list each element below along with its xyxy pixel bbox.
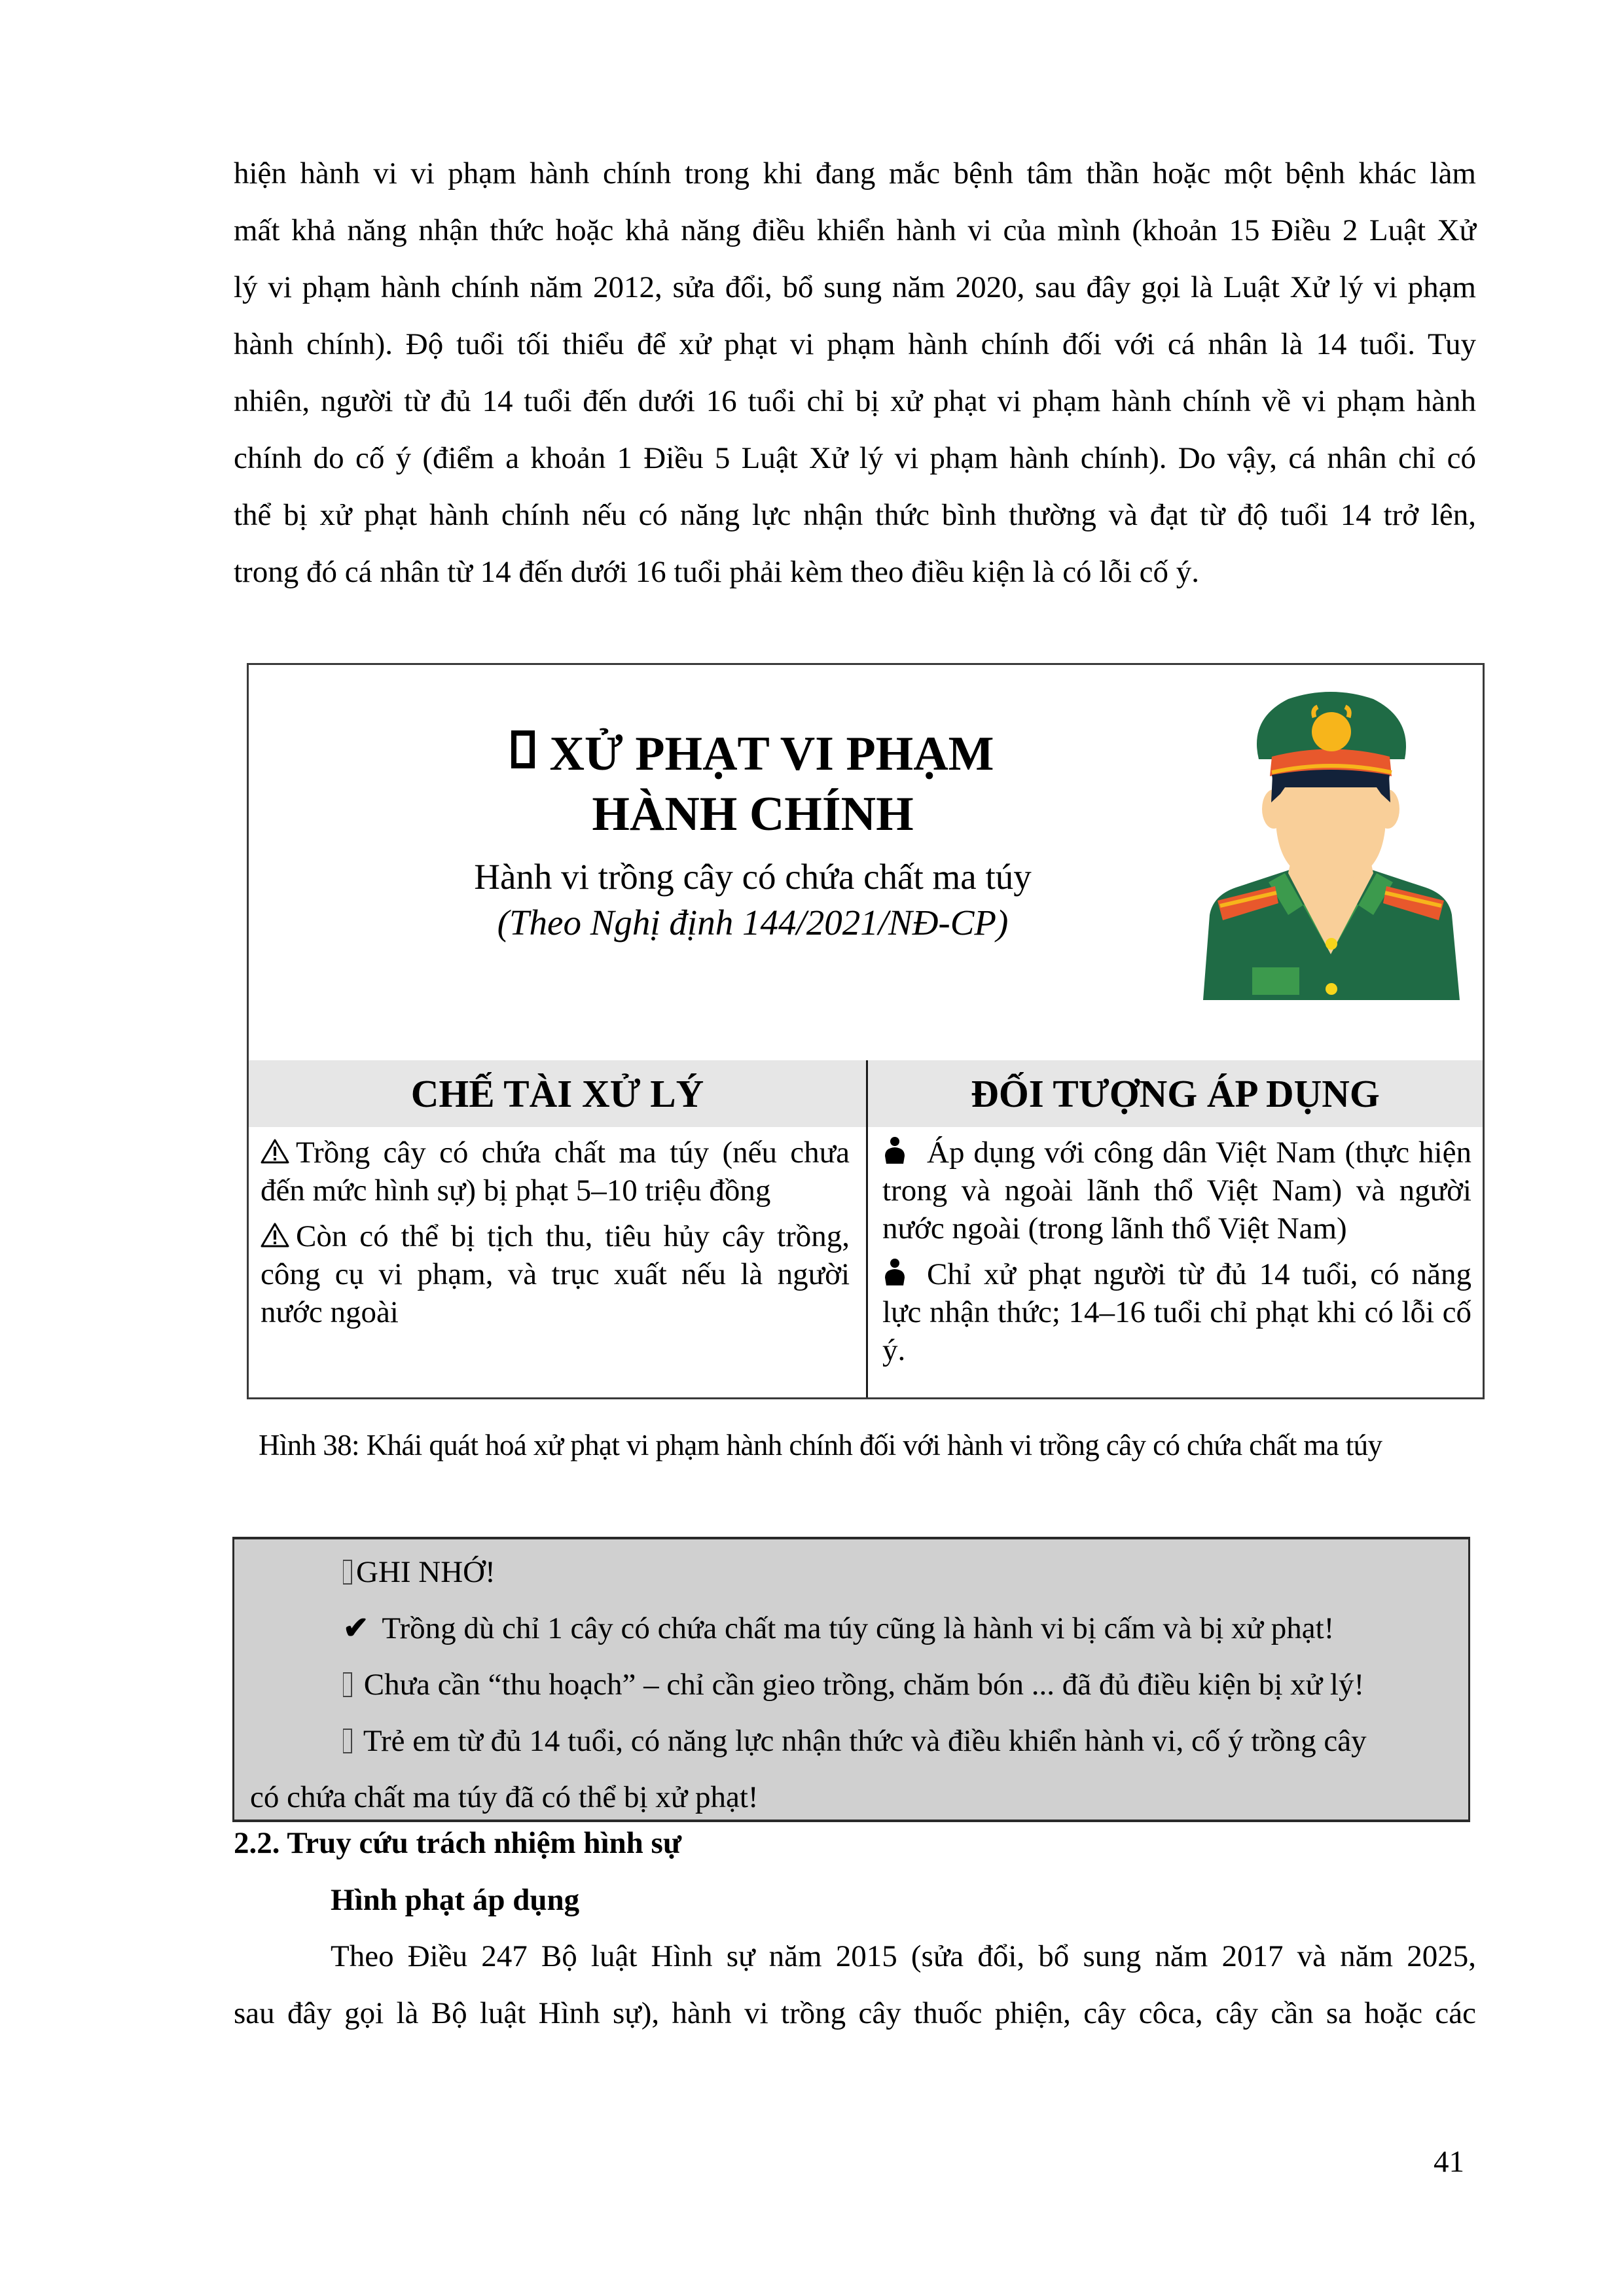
- note-item-text: Trồng dù chỉ 1 cây có chứa chất ma túy cũng là hành vi bị cấm và bị xử phạt!: [382, 1611, 1335, 1645]
- paragraph-line: mất khả năng nhận thức hoặc khả năng điều khiển hành vi của mình (khoản 15 Điều 2 Luật Xử: [234, 213, 1476, 247]
- subject-text: Áp dụng với công dân Việt Nam (thực hiện trong và ngoài lãnh thổ Việt Nam) và người nước ngoài (trong lãnh thổ Việt Nam): [882, 1136, 1471, 1246]
- figure-caption: Hình 38: Khái quát hoá xử phạt vi phạm hành chính đối với hành vi trồng cây có chứa chất ma túy: [259, 1429, 1382, 1462]
- note-item-text: Trẻ em từ đủ 14 tuổi, có năng lực nhận thức và điều khiển hành vi, cố ý trồng cây: [363, 1724, 1367, 1758]
- note-item: [343, 1665, 1364, 1704]
- note-item-continuation: có chứa chất ma túy đã có thể bị xử phạt!: [250, 1780, 759, 1814]
- sanction-text: Còn có thể bị tịch thu, tiêu hủy cây trồng, công cụ vi phạm, và trục xuất nếu là người nước ngoài: [261, 1219, 850, 1329]
- infographic-title-block: [412, 724, 1093, 945]
- column-header-subjects: ĐỐI TƯỢNG ÁP DỤNG: [971, 1072, 1380, 1115]
- paragraph-line: lý vi phạm hành chính năm 2012, sửa đổi, bổ sung năm 2020, sau đây gọi là Luật Xử lý vi phạm: [234, 270, 1476, 304]
- person-icon: [882, 1136, 907, 1165]
- paragraph-line: chính do cố ý (điểm a khoản 1 Điều 5 Luật Xử lý vi phạm hành chính). Do vậy, cá nhân chỉ có: [234, 441, 1476, 475]
- note-item-text: Chưa cần “thu hoạch” – chỉ cần gieo trồng, chăm bón ... đã đủ điều kiện bị xử lý!: [363, 1668, 1365, 1702]
- sanctions-cell: [261, 1134, 850, 1339]
- person-icon: [882, 1258, 907, 1287]
- missing-glyph-icon: [343, 1672, 352, 1697]
- subsection-heading: Hình phạt áp dụng: [331, 1883, 580, 1917]
- warning-icon: [261, 1223, 289, 1247]
- soldier-icon: [1177, 679, 1485, 1007]
- subject-text: Chỉ xử phạt người từ đủ 14 tuổi, có năng lực nhận thức; 14–16 tuổi chỉ phạt khi có lỗi cố ý.: [882, 1257, 1471, 1367]
- infographic-reference: (Theo Nghị định 144/2021/NĐ-CP): [497, 903, 1009, 942]
- infographic-title-text: XỬ PHẠT VI PHẠM: [549, 727, 994, 781]
- infographic-title-line1: [412, 724, 1093, 784]
- section-heading: 2.2. Truy cứu trách nhiệm hình sự: [234, 1826, 682, 1860]
- subjects-cell: [882, 1134, 1471, 1377]
- sanction-item: [261, 1217, 850, 1331]
- missing-glyph-icon: [343, 1560, 352, 1585]
- paragraph-line: hiện hành vi vi phạm hành chính trong khi đang mắc bệnh tâm thần hoặc một bệnh khác làm: [234, 156, 1476, 190]
- note-title: [343, 1552, 496, 1592]
- sanction-item: [261, 1134, 850, 1210]
- section-paragraph: [234, 1928, 1476, 2042]
- warning-icon: [261, 1139, 289, 1164]
- paragraph-line: hành chính). Độ tuổi tối thiểu để xử phạt vi phạm hành chính đối với cá nhân là 14 tuổi. Tuy: [234, 327, 1476, 361]
- square-icon: [511, 730, 535, 768]
- note-title-text: GHI NHỚ!: [356, 1555, 496, 1589]
- intro-paragraph: [234, 145, 1476, 601]
- paragraph-line: nhiên, người từ đủ 14 tuổi đến dưới 16 tuổi chỉ bị xử phạt vi phạm hành chính về vi phạm hành: [234, 384, 1476, 418]
- subject-item: [882, 1134, 1471, 1247]
- check-icon: ✔: [343, 1611, 369, 1645]
- infographic-figure: [247, 663, 1485, 1399]
- page-number: 41: [1434, 2145, 1464, 2179]
- paragraph-line: trong đó cá nhân từ 14 đến dưới 16 tuổi phải kèm theo điều kiện là có lỗi cố ý.: [234, 555, 1200, 589]
- column-divider: [866, 1060, 868, 1397]
- column-header-sanctions: CHẾ TÀI XỬ LÝ: [410, 1072, 704, 1115]
- sanction-text: Trồng cây có chứa chất ma túy (nếu chưa đến mức hình sự) bị phạt 5–10 triệu đồng: [261, 1136, 850, 1208]
- note-box: [232, 1537, 1470, 1822]
- subject-item: [882, 1255, 1471, 1369]
- paragraph-line: thể bị xử phạt hành chính nếu có năng lực nhận thức bình thường và đạt từ độ tuổi 14 trở lên,: [234, 498, 1476, 532]
- paragraph-line: sau đây gọi là Bộ luật Hình sự), hành vi trồng cây thuốc phiện, cây côca, cây cần sa hoặc các: [234, 1996, 1476, 2030]
- infographic-title-line2: HÀNH CHÍNH: [592, 787, 914, 841]
- missing-glyph-icon: [343, 1729, 352, 1753]
- note-item: [343, 1609, 1334, 1648]
- infographic-subtitle: Hành vi trồng cây có chứa chất ma túy: [474, 857, 1032, 897]
- note-item: [343, 1721, 1367, 1761]
- paragraph-line: Theo Điều 247 Bộ luật Hình sự năm 2015 (sửa đổi, bổ sung năm 2017 và năm 2025,: [331, 1939, 1476, 1973]
